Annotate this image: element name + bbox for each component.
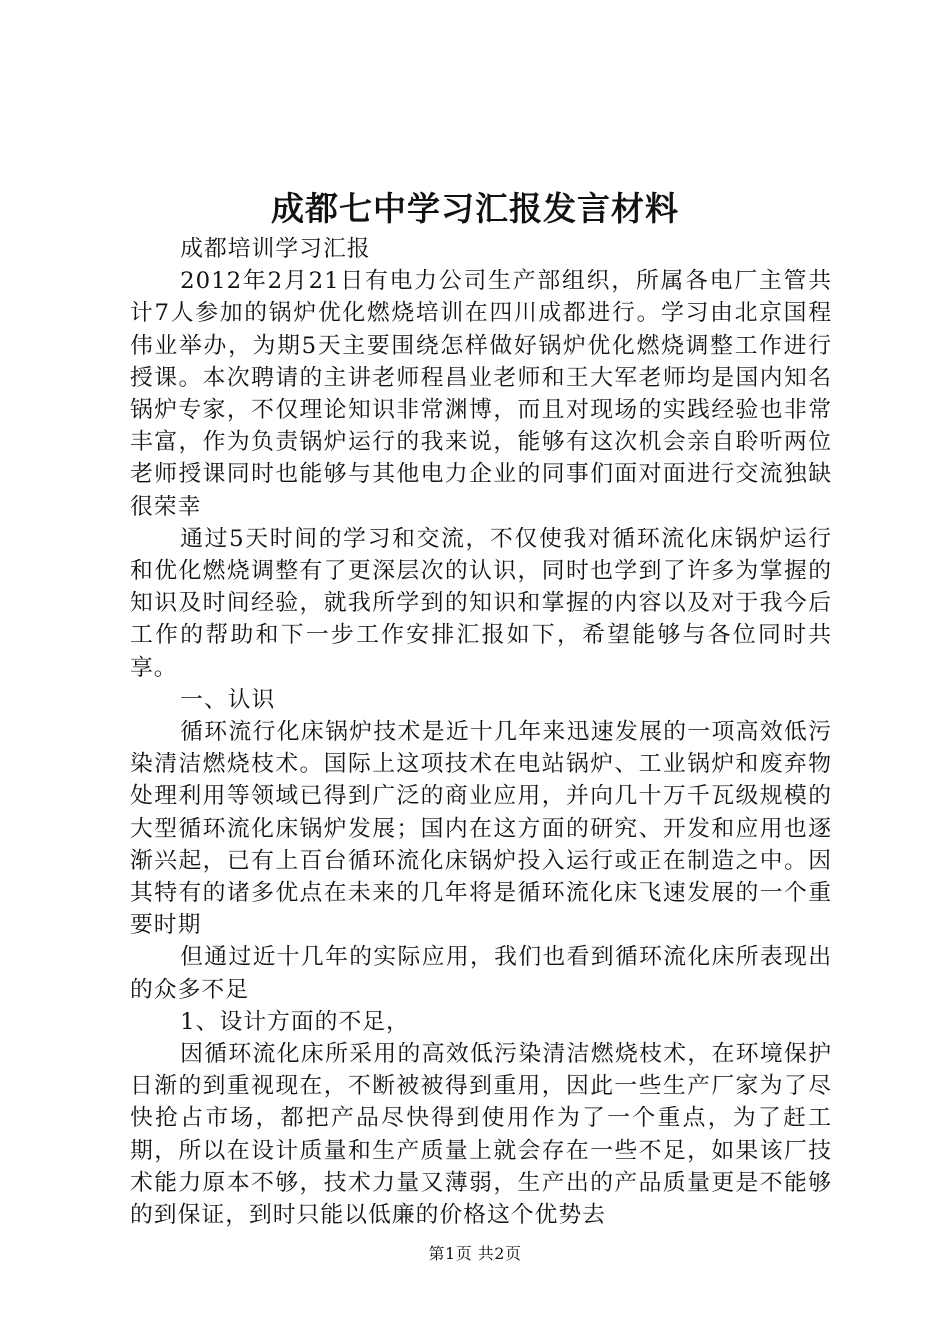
section-heading-understanding: 一、认识	[180, 686, 276, 713]
page-footer: 第1页 共2页	[428, 1244, 522, 1263]
paragraph-technology: 循环流行化床锅炉技术是近十几年来迅速发展的一项高效低污染清洁燃烧枝术。国际上这项技术在电站锅炉、工业锅炉和废弃物处理利用等领域已得到广泛的商业应用，并向几十万千瓦级规模的大型循环流化床锅炉发展；国内在这方面的研究、开发和应用也逐渐兴起，已有上百台循环流化床锅炉投入运行或正在制造之中。因其特有的诸多优点在未来的几年将是循环流化床飞速发展的一个重要时期	[130, 719, 832, 939]
paragraph-design-details: 因循环流化床所采用的高效低污染清洁燃烧枝术，在环境保护日渐的到重视现在，不断被被得到重用，因此一些生产厂家为了尽快抢占市场，都把产品尽快得到使用作为了一个重点，为了赶工期，所以在设计质量和生产质量上就会存在一些不足，如果该厂技术能力原本不够，技术力量又薄弱，生产出的产品质量更是不能够的到保证，到时只能以低廉的价格这个优势去	[130, 1041, 832, 1229]
document-title: 成都七中学习汇报发言材料	[271, 189, 679, 228]
paragraph-shortcomings: 但通过近十几年的实际应用，我们也看到循环流化床所表现出的众多不足	[130, 944, 832, 1003]
paragraph-subtitle: 成都培训学习汇报	[180, 236, 371, 262]
paragraph-summary: 通过5天时间的学习和交流，不仅使我对循环流化床锅炉运行和优化燃烧调整有了更深层次的认识，同时也学到了许多为掌握的知识及时间经验，就我所学到的知识和掌握的内容以及对于我今后工作的帮助和下一步工作安排汇报如下，希望能够与各位同时共享。	[130, 525, 832, 681]
subheading-design: 1、设计方面的不足，	[180, 1008, 410, 1035]
document-body	[130, 233, 832, 1231]
paragraph-intro: 2012年2月21日有电力公司生产部组织，所属各电厂主管共计7人参加的锅炉优化燃烧培训在四川成都进行。学习由北京国程伟业举办，为期5天主要围绕怎样做好锅炉优化燃烧调整工作进行授课。本次聘请的主讲老师程昌业老师和王大军老师均是国内知名锅炉专家，不仅理论知识非常渊博，而且对现场的实践经验也非常丰富，作为负责锅炉运行的我来说，能够有这次机会亲自聆听两位老师授课同时也能够与其他电力企业的同事们面对面进行交流独缺很荣幸	[130, 268, 832, 520]
